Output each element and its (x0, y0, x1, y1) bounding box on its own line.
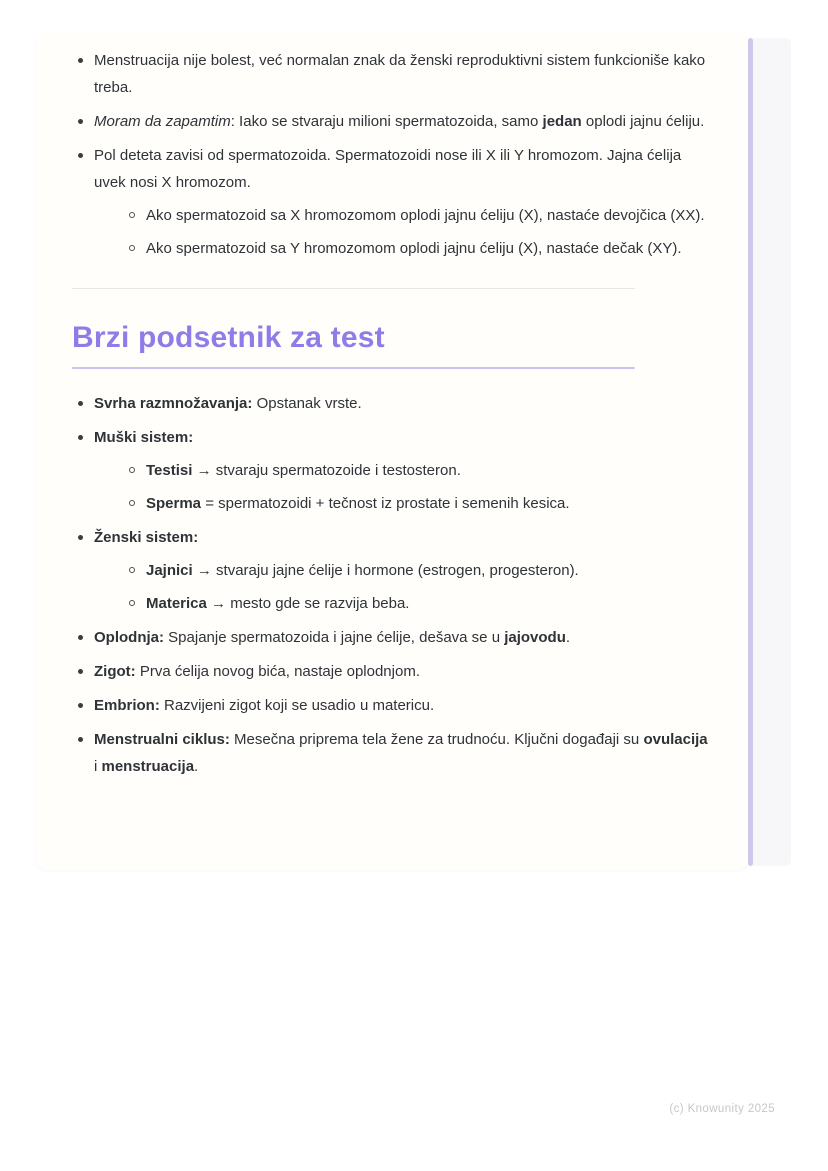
text-segment: → stvaraju jajne ćelije i hormone (estrogen, progesteron). (192, 562, 579, 579)
section-heading: Brzi podsetnik za test (72, 321, 385, 354)
text-segment: . (565, 629, 571, 646)
text-segment: . (194, 758, 199, 775)
list-item (72, 47, 712, 101)
list-item (72, 108, 712, 135)
section-divider (72, 288, 635, 289)
text-segment: Embrion: (94, 697, 160, 714)
sub-list-item (124, 490, 712, 517)
text-segment: Mesečna priprema tela žene za trudnoću. Ključni događaji su (229, 731, 644, 748)
text-segment: i (94, 758, 102, 775)
text-segment: Svrha razmnožavanja: (94, 395, 253, 412)
text-segment: menstruacija (101, 758, 195, 775)
sub-list-item (124, 557, 712, 584)
list-item (72, 524, 712, 617)
notes-list (72, 33, 712, 262)
text-segment: Sperma (146, 495, 202, 512)
text-segment: Ženski sistem: (94, 529, 199, 546)
text-segment: Muški sistem: (94, 429, 194, 446)
text-segment: Ako spermatozoid sa Y hromozomom oplodi jajnu ćeliju (X), nastaće dečak (XY). (146, 240, 682, 257)
text-segment: Zigot: (94, 663, 136, 680)
sub-list (124, 202, 712, 262)
copyright-footer: (c) Knowunity 2025 (669, 1103, 775, 1115)
sub-list-item (124, 457, 712, 484)
text-segment: jedan (542, 113, 582, 130)
text-segment: Materica (146, 595, 207, 612)
text-segment: Opstanak vrste. (252, 395, 362, 412)
list-item (72, 692, 712, 719)
text-segment: Spajanje spermatozoida i jajne ćelije, dešava se u (164, 629, 505, 646)
text-segment: Testisi (146, 462, 193, 479)
text-segment: Jajnici (146, 562, 193, 579)
sub-list-item (124, 235, 712, 262)
adjacent-page-edge (753, 38, 791, 866)
list-item (72, 390, 712, 417)
sub-list (124, 557, 712, 617)
text-segment: Pol deteta zavisi od spermatozoida. Spermatozoidi nose ili X ili Y hromozom. Jajna ćelija uvek nosi X hromozom. (94, 147, 682, 191)
text-segment: → stvaraju spermatozoide i testosteron. (192, 462, 461, 479)
list-item (72, 726, 712, 780)
text-segment: Prva ćelija novog bića, nastaje oplodnjom. (135, 663, 420, 680)
text-segment: oplodi jajnu ćeliju. (581, 113, 705, 130)
text-segment: ovulacija (643, 731, 708, 748)
sub-list-item (124, 590, 712, 617)
list-item (72, 658, 712, 685)
text-segment: jajovodu (504, 629, 566, 646)
text-segment: = spermatozoidi + tečnost iz prostate i semenih kesica. (201, 495, 570, 512)
list-item (72, 624, 712, 651)
text-segment: : Iako se stvaraju milioni spermatozoida, samo (230, 113, 543, 130)
heading-underline (72, 367, 635, 369)
sub-list (124, 457, 712, 517)
text-segment: Menstrualni ciklus: (94, 731, 230, 748)
text-segment: Razvijeni zigot koji se usadio u matericu. (159, 697, 435, 714)
text-segment: Menstruacija nije bolest, već normalan znak da ženski reproduktivni sistem funkcioniše kako treba. (94, 52, 706, 96)
text-segment: → mesto gde se razvija beba. (206, 595, 410, 612)
list-item (72, 142, 712, 262)
summary-list (72, 390, 712, 780)
text-segment: Moram da zapamtim (94, 113, 231, 130)
sub-list-item (124, 202, 712, 229)
document-page (36, 33, 748, 870)
text-segment: Ako spermatozoid sa X hromozomom oplodi jajnu ćeliju (X), nastaće devojčica (XX). (146, 207, 705, 224)
list-item (72, 424, 712, 517)
text-segment: Oplodnja: (94, 629, 164, 646)
